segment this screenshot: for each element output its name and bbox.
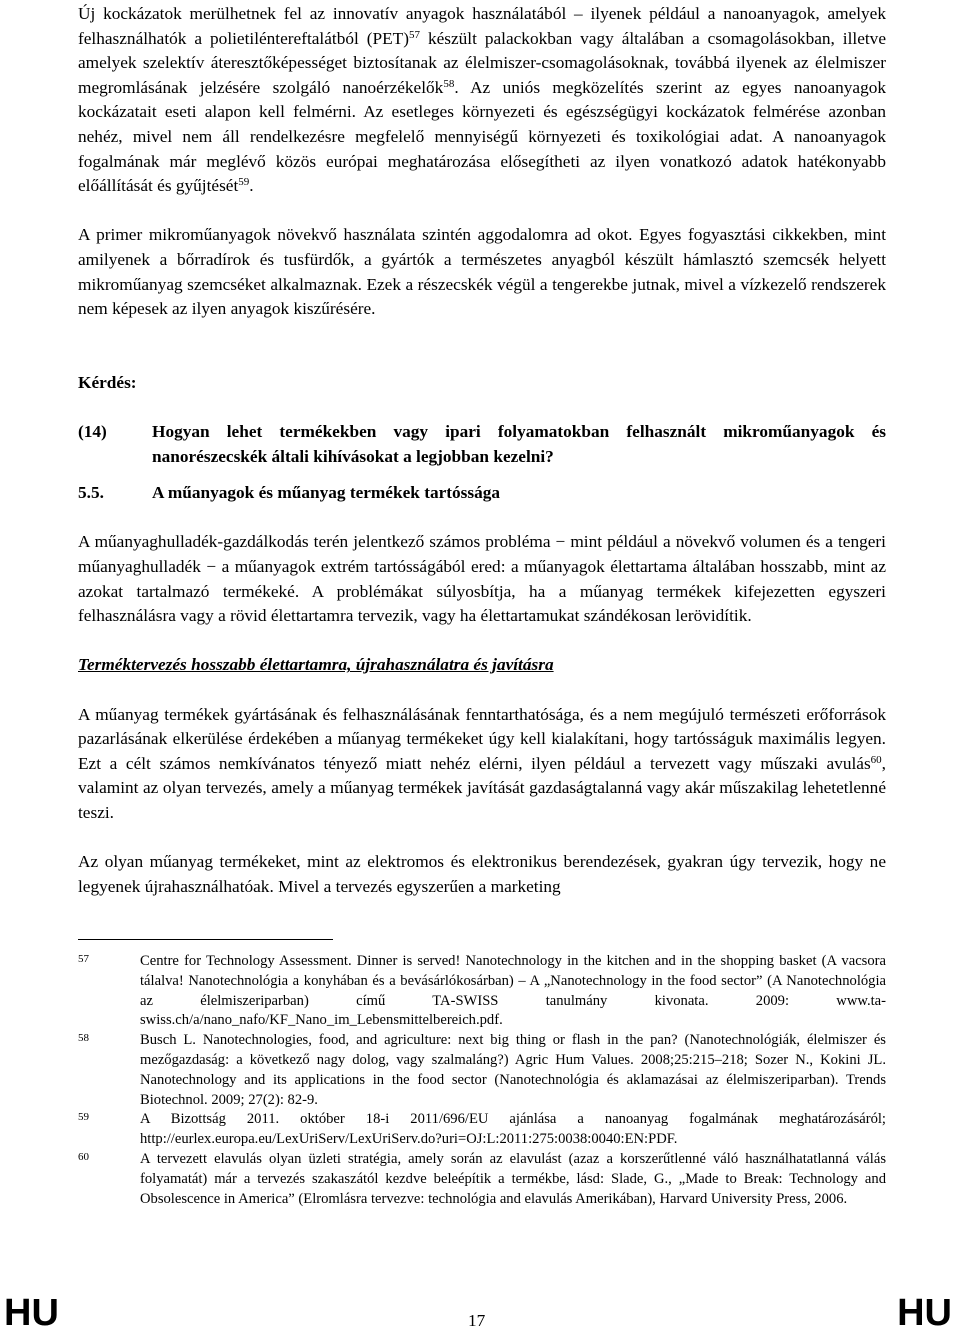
paragraph-nanomaterials: Új kockázatok merülhetnek fel az innovatív anyagok használatából ‒ ilyenek például a nanoanyagok, amelyek felhasználhatók a polietiléntereftalátból (PET)$^{57}$ készült palackokban vagy általában a csomagolásokban, illetve amelyek szelektív áteresztőképességet biztosítanak az élelmiszer-csomagolásoknak, továbbá ilyenek az élelmiszer megromlásának jelzésére szolgáló nanoérzékelők$^{58}$. Az uniós megközelítés szerint az egyes nanoanyagok kockázatait eseti alapon kell felmérni. Az esetleges környezeti és egészségügyi kockázatok felmérése azonban nehéz, mivel nem áll rendelkezésre megfelelő mennyiségű környezeti és toxikológiai adat. A nanoanyagok fogalmának már meglévő közös európai meghatározása elősegítheti az ilyen vonatkozó adatok hatékonyabb előállítását és gyűjtését$^{59}$. <box>78 4 886 196</box>
footnote-number: 57 <box>78 953 89 965</box>
section-heading <box>78 481 886 506</box>
language-code-right: HU <box>897 1292 952 1334</box>
paragraph-electronics: Az olyan műanyag termékeket, mint az elektromos és elektronikus berendezések, gyakran úgy tervezik, hogy ne legyenek újrahasználhatóak. Mivel a tervezés egyszerűen a marketing <box>78 852 886 896</box>
footnote-number: 58 <box>78 1032 89 1045</box>
paragraph-product-design: A műanyag termékek gyártásának és felhasználásának fenntarthatósága, és a nem megújuló természeti erőforrások pazarlásának elkerülése érdekében a műanyag termékeket úgy kell kialakítani, hogy tartósságuk maximális legyen. Ezt a célt számos nemkívánatos tényező miatt nehéz elérni, ilyen például a tervezett vagy műszaki avulás$^{60}$, valamint az olyan tervezés, amely a műanyag termékek javítását gazdaságtalanná vagy akár műszakilag lehetetlenné teszi. <box>78 704 886 822</box>
footnote-ref-59[interactable]: 59 <box>238 176 250 189</box>
footnote-ref-57[interactable]: 57 <box>408 28 420 41</box>
footnote-text: Centre for Technology Assessment. Dinner is served! Nanotechnology in the kitchen and in the shopping basket (A vacsora tálalva! Nanotechnológia a konyhában és a bevásárlókosárban) – A „Nanotechnology in the food sector” (A Nanotechnológia az élelmiszeriparban) című TA-SWISS tanulmány kivonata. 2009: www.ta-swiss.ch/a/nano_nafo/KF_Nano_im_Lebensmittelbereich.pdf. <box>140 953 886 1029</box>
footnote-text: A Bizottság 2011. október 18-i 2011/696/EU ajánlása a nanoanyag fogalmának meghatározásáról; http://eurlex.europa.eu/LexUriServ/LexUriServ.do?uri=OJ:L:2011:275:0038:0040:EN:PDF. <box>140 1111 886 1148</box>
footnote-59 <box>78 1110 886 1150</box>
question-number: (14) <box>78 422 107 442</box>
page-number: 17 <box>468 1311 486 1330</box>
question-14 <box>78 420 886 469</box>
footnote-number: 60 <box>78 1150 89 1163</box>
paragraph-microplastics: A primer mikroműanyagok növekvő használata szintén aggodalomra ad okot. Egyes fogyasztási cikkekben, mint amilyenek a bőrradírok és tusfürdők, a gyártók a természetes anyagból készült hámlasztó szemcsék helyett mikroműanyag szemcséket alkalmaznak. Ezek a részecskék végül a tengerekbe jutnak, mivel a vízkezelő rendszerek nem képesek az ilyen anyagok kiszűrésére. <box>78 225 886 319</box>
question-heading: Kérdés: <box>78 372 137 392</box>
footnote-text: Busch L. Nanotechnologies, food, and agriculture: next big thing or flash in the pan? (Nanotechnológiák, élelmiszer és mezőgazdaság: a következő nagy dolog, vagy szalmaláng?) Agric Hum Values. 2008;25:215–218; Sozer N., Kokini JL. Nanotechnology and its applications in the food sector (Nanotechnológia és aklamazásai az élelmiszeriparban). Trends Biotechnol. 2009; 27(2): 82-9. <box>140 1032 886 1108</box>
footnote-57 <box>78 952 886 1031</box>
footnotes <box>78 952 886 1209</box>
footnote-60 <box>78 1150 886 1209</box>
footnote-58 <box>78 1031 886 1110</box>
question-text: Hogyan lehet termékekben vagy ipari folyamatokban felhasznált mikroműanyagok és nanorészecskék általi kihívásokat a legjobban kezelni? <box>152 422 886 466</box>
section-title: A műanyagok és műanyag termékek tartóssága <box>152 483 501 503</box>
subheading-product-design: Terméktervezés hosszabb élettartamra, újrahasználatra és javításra <box>78 655 554 675</box>
language-code-left: HU <box>4 1292 59 1334</box>
paragraph-durability: A műanyaghulladék-gazdálkodás terén jelentkező számos probléma − mint például a növekvő volumen és a tengeri műanyaghulladék − a műanyagok extrém tartósságából ered: a műanyagok élettartama általában hosszabb, mint az azokat tartalmazó termékeké. A problémákat súlyosbítja, ha a műanyag termékek kifejezetten egyszeri felhasználásra vagy a rövid élettartamra tervezik, vagy ha élettartamukat szándékosan lerövidítik. <box>78 532 886 626</box>
page-body <box>78 2 886 899</box>
footnote-separator <box>78 939 333 940</box>
footnote-ref-60[interactable]: 60 <box>870 753 882 766</box>
footnote-text: A tervezett elavulás olyan üzleti stratégia, amely során az elavulást (azaz a korszerűtlenné váló használhatatlanná válás folyamatát) már a tervezés szakaszától kezdve beleépítik a termékbe, lásd: Slade, G., „Made to Break: Technology and Obsolescence in America” (Elromlásra tervezve: technológia and elavulás Amerikában), Harvard University Press, 2006. <box>140 1150 886 1207</box>
section-number: 5.5. <box>78 483 104 503</box>
footnote-ref-58[interactable]: 58 <box>443 77 455 90</box>
footnote-number: 59 <box>78 1111 89 1124</box>
